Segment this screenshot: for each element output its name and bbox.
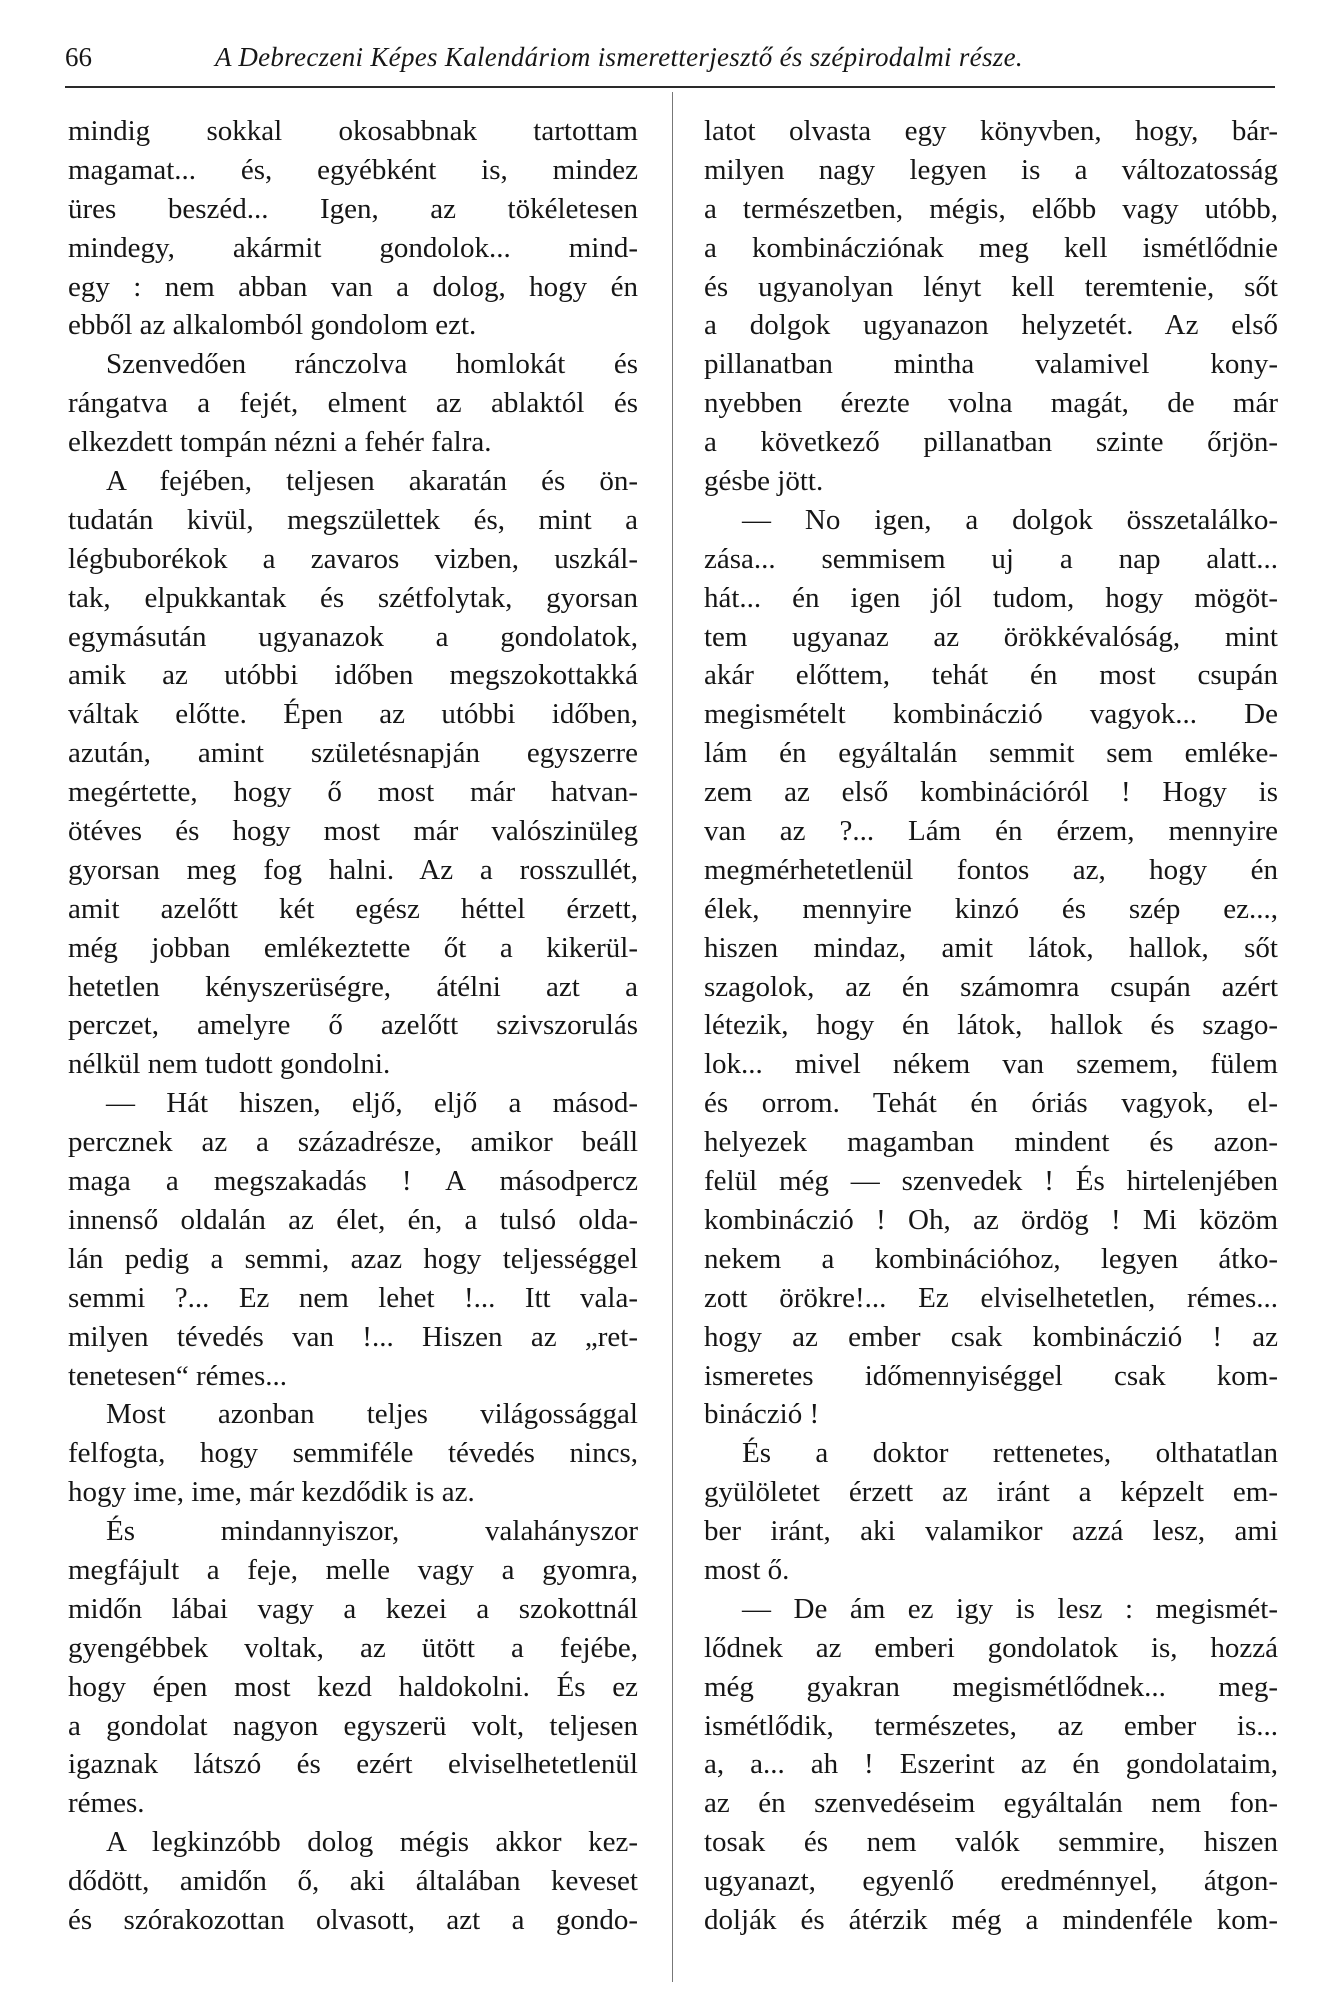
text-line: tosak és nem valók semmire, hiszen bbox=[704, 1826, 1278, 1859]
text-line: zem az első kombinációról ! Hogy is bbox=[704, 776, 1278, 809]
text-line: a dolgok ugyanazon helyzetét. Az első bbox=[704, 309, 1278, 342]
text-line: amit azelőtt két egész héttel érzett, bbox=[68, 892, 638, 925]
text-line: hát... én igen jól tudom, hogy mögöt- bbox=[704, 581, 1278, 614]
text-line: gésbe jött. bbox=[704, 465, 824, 498]
text-line: És a doktor rettenetes, olthatatlan bbox=[742, 1437, 1278, 1470]
text-line: bináczió ! bbox=[704, 1398, 820, 1431]
text-line: gyorsan meg fog halni. Az a rosszullét, bbox=[68, 853, 638, 886]
text-line: helyezek magamban mindent és azon- bbox=[704, 1126, 1278, 1159]
text-line: innenső oldalán az élet, én, a tulsó olda- bbox=[68, 1203, 638, 1236]
text-line: akár előttem, tehát én most csupán bbox=[704, 659, 1278, 692]
text-line: dolják és átérzik még a mindenféle kom- bbox=[704, 1903, 1278, 1936]
text-line: elkezdett tompán nézni a fehér falra. bbox=[68, 426, 492, 459]
text-line: ismétlődik, természetes, az ember is... bbox=[704, 1709, 1278, 1742]
text-line: üres beszéd... Igen, az tökéletesen bbox=[68, 192, 638, 225]
text-line: — Hát hiszen, eljő, eljő a másod- bbox=[106, 1087, 638, 1120]
text-line: és ugyanolyan lényt kell teremtenie, sőt bbox=[704, 270, 1278, 303]
text-line: a következő pillanatban szinte őrjön- bbox=[704, 426, 1278, 459]
text-line: felfogta, hogy semmiféle tévedés nincs, bbox=[68, 1437, 638, 1470]
text-line: és szórakozottan olvasott, azt a gondo- bbox=[68, 1903, 638, 1936]
text-line: lám én egyáltalán semmit sem emléke- bbox=[704, 737, 1278, 770]
text-line: percznek az a századrésze, amikor beáll bbox=[68, 1126, 638, 1159]
text-line: váltak előtte. Épen az utóbbi időben, bbox=[68, 698, 638, 731]
left-column bbox=[68, 112, 638, 1940]
right-column bbox=[704, 112, 1278, 1940]
text-line: tak, elpukkantak és szétfolytak, gyorsan bbox=[68, 581, 638, 614]
text-line: a, a... ah ! Eszerint az én gondolataim, bbox=[704, 1748, 1278, 1781]
page-number: 66 bbox=[65, 42, 92, 72]
text-line: lődnek az emberi gondolatok is, hozzá bbox=[704, 1631, 1278, 1664]
text-line: — De ám ez igy is lesz : megismét- bbox=[742, 1592, 1278, 1625]
text-line: ugyanazt, egyenlő eredménnyel, átgon- bbox=[704, 1865, 1278, 1898]
text-line: hiszen mindaz, amit látok, hallok, sőt bbox=[704, 931, 1278, 964]
text-line: a gondolat nagyon egyszerü volt, teljesen bbox=[68, 1709, 638, 1742]
running-head: A Debreczeni Képes Kalendáriom ismeretterjesztő és szépirodalmi része. bbox=[215, 42, 1023, 72]
text-line: felül még — szenvedek ! És hirtelenjében bbox=[704, 1165, 1278, 1198]
text-line: lok... mivel nékem van szemem, fülem bbox=[704, 1048, 1278, 1081]
text-line: az én szenvedéseim egyáltalán nem fon- bbox=[704, 1787, 1278, 1820]
text-line: — No igen, a dolgok összetalálko- bbox=[742, 503, 1278, 536]
text-line: tudatán kivül, megszülettek és, mint a bbox=[68, 503, 638, 536]
text-line: egy : nem abban van a dolog, hogy én bbox=[68, 270, 638, 303]
text-line: hogy az ember csak kombináczió ! az bbox=[704, 1320, 1278, 1353]
text-line: megfájult a feje, melle vagy a gyomra, bbox=[68, 1553, 638, 1586]
text-line: lán pedig a semmi, azaz hogy teljességgel bbox=[68, 1242, 638, 1275]
text-line: ber iránt, aki valamikor azzá lesz, ami bbox=[704, 1515, 1278, 1548]
text-line: midőn lábai vagy a kezei a szokottnál bbox=[68, 1592, 638, 1625]
text-line: pillanatban mintha valamivel kony- bbox=[704, 348, 1278, 381]
text-line: milyen nagy legyen is a változatosság bbox=[704, 153, 1278, 186]
text-line: légbuborékok a zavaros vizben, uszkál- bbox=[68, 542, 638, 575]
text-line: megmérhetetlenül fontos az, hogy én bbox=[704, 853, 1278, 886]
page-header bbox=[65, 40, 1275, 88]
text-line: tem ugyanaz az örökkévalóság, mint bbox=[704, 620, 1278, 653]
text-line: mindegy, akármit gondolok... mind- bbox=[68, 231, 638, 264]
text-line: megismételt kombináczió vagyok... De bbox=[704, 698, 1278, 731]
text-line: magamat... és, egyébként is, mindez bbox=[68, 153, 638, 186]
text-line: gyengébbek voltak, az ütött a fejébe, bbox=[68, 1631, 638, 1664]
text-line: dődött, amidőn ő, aki általában keveset bbox=[68, 1865, 638, 1898]
text-line: ismeretes időmennyiséggel csak kom- bbox=[704, 1359, 1278, 1392]
text-line: Szenvedően ránczolva homlokát és bbox=[106, 348, 638, 381]
text-line: amik az utóbbi időben megszokottakká bbox=[68, 659, 638, 692]
text-line: van az ?... Lám én érzem, mennyire bbox=[704, 815, 1278, 848]
text-line: És mindannyiszor, valahányszor bbox=[106, 1515, 638, 1548]
column-divider bbox=[672, 92, 673, 1982]
text-line: ebből az alkalomból gondolom ezt. bbox=[68, 309, 477, 342]
text-line: egymásután ugyanazok a gondolatok, bbox=[68, 620, 638, 653]
text-line: nélkül nem tudott gondolni. bbox=[68, 1048, 391, 1081]
text-line: létezik, hogy én látok, hallok és szago- bbox=[704, 1009, 1278, 1042]
text-line: most ő. bbox=[704, 1553, 790, 1586]
text-line: zása... semmisem uj a nap alatt... bbox=[704, 542, 1278, 575]
text-line: nekem a kombinációhoz, legyen átko- bbox=[704, 1242, 1278, 1275]
text-line: és orrom. Tehát én óriás vagyok, el- bbox=[704, 1087, 1278, 1120]
text-line: mindig sokkal okosabbnak tartottam bbox=[68, 115, 638, 147]
text-line: nyebben érezte volna magát, de már bbox=[704, 387, 1278, 420]
text-line: maga a megszakadás ! A másodpercz bbox=[68, 1165, 638, 1198]
text-line: rángatva a fejét, elment az ablaktól és bbox=[68, 387, 638, 420]
text-line: hetetlen kényszerüségre, átélni azt a bbox=[68, 970, 638, 1003]
text-line: gyülöletet érzett az iránt a képzelt em- bbox=[704, 1476, 1278, 1509]
text-line: A legkinzóbb dolog mégis akkor kez- bbox=[106, 1826, 638, 1859]
text-line: szagolok, az én számomra csupán azért bbox=[704, 970, 1278, 1003]
text-line: latot olvasta egy könyvben, hogy, bár- bbox=[704, 115, 1278, 147]
text-line: hogy épen most kezd haldokolni. És ez bbox=[68, 1670, 638, 1703]
text-line: még gyakran megismétlődnek... meg- bbox=[704, 1670, 1278, 1703]
text-line: semmi ?... Ez nem lehet !... Itt vala- bbox=[68, 1281, 638, 1314]
text-line: a kombinácziónak meg kell ismétlődnie bbox=[704, 231, 1278, 264]
text-line: még jobban emlékeztette őt a kikerül- bbox=[68, 931, 638, 964]
text-line: hogy ime, ime, már kezdődik is az. bbox=[68, 1476, 475, 1509]
text-line: milyen tévedés van !... Hiszen az „ret- bbox=[68, 1320, 638, 1353]
text-line: Most azonban teljes világossággal bbox=[106, 1398, 638, 1431]
text-line: rémes. bbox=[68, 1787, 145, 1820]
text-line: élek, mennyire kinzó és szép ez..., bbox=[704, 892, 1278, 925]
text-line: azután, amint születésnapján egyszerre bbox=[68, 737, 638, 770]
text-line: zott örökre!... Ez elviselhetetlen, rémes... bbox=[704, 1281, 1278, 1314]
text-line: a természetben, mégis, előbb vagy utóbb, bbox=[704, 192, 1278, 225]
text-line: tenetesen“ rémes... bbox=[68, 1359, 288, 1392]
text-line: igaznak látszó és ezért elviselhetetlenül bbox=[68, 1748, 638, 1781]
text-line: ötéves és hogy most már valószinüleg bbox=[68, 815, 638, 848]
text-line: megértette, hogy ő most már hatvan- bbox=[68, 776, 638, 809]
text-line: A fejében, teljesen akaratán és ön- bbox=[106, 465, 638, 498]
text-line: perczet, amelyre ő azelőtt szivszorulás bbox=[68, 1009, 638, 1042]
text-line: kombináczió ! Oh, az ördög ! Mi közöm bbox=[704, 1203, 1278, 1236]
